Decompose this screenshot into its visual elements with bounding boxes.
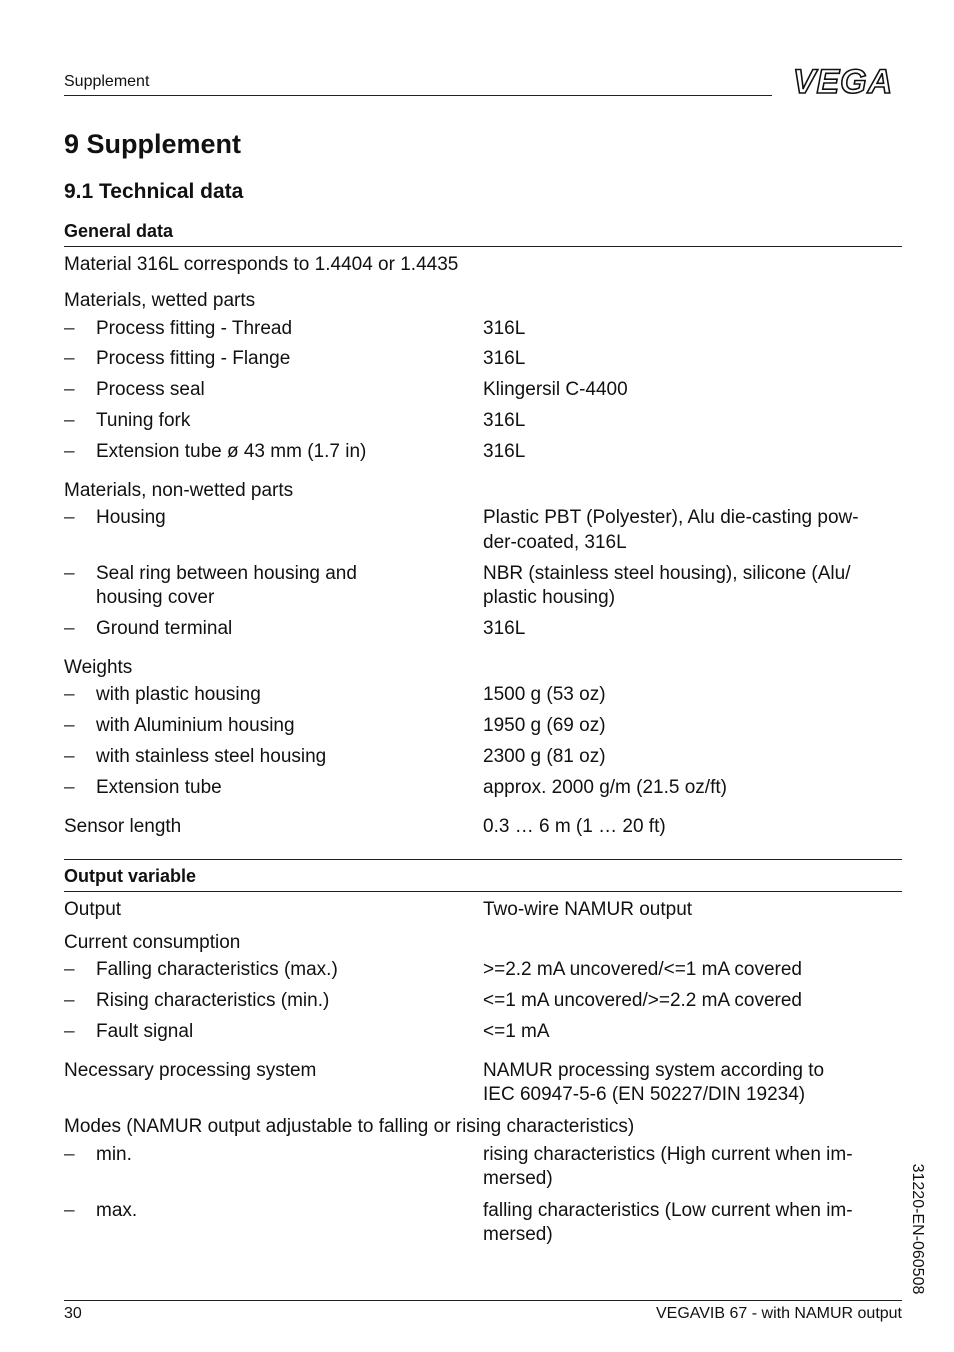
- output-variable-heading: Output variable: [64, 866, 197, 886]
- spec-value: <=1 mA uncovered/>=2.2 mA covered: [483, 990, 802, 1011]
- spec-value: <=1 mA: [483, 1021, 550, 1042]
- spec-value: 316L: [483, 410, 526, 431]
- product-name: VEGAVIB 67 - with NAMUR output: [655, 1305, 902, 1322]
- processing-system-value: NAMUR processing system according to: [483, 1060, 825, 1081]
- bullet-dash: –: [64, 1144, 75, 1165]
- spec-value: mersed): [483, 1168, 553, 1189]
- section-rule: [64, 859, 902, 860]
- bullet-dash: –: [64, 746, 75, 767]
- spec-label: Process fitting - Thread: [96, 318, 293, 339]
- section-rule: [64, 246, 902, 247]
- spec-value: 316L: [483, 348, 526, 369]
- spec-value: falling characteristics (Low current when im-: [483, 1200, 853, 1221]
- spec-value: NBR (stainless steel housing), silicone (Alu/: [483, 563, 851, 584]
- header-rule: [64, 95, 772, 96]
- spec-label: Falling characteristics (max.): [96, 959, 338, 980]
- bullet-dash: –: [64, 441, 75, 462]
- spec-value: rising characteristics (High current when im-: [483, 1144, 853, 1165]
- bullet-dash: –: [64, 507, 75, 528]
- spec-label: Rising characteristics (min.): [96, 990, 330, 1011]
- spec-label: Extension tube: [96, 777, 222, 798]
- material-note: Material 316L corresponds to 1.4404 or 1.4435: [64, 254, 459, 275]
- document-number: 31220-EN-060508: [909, 1163, 926, 1295]
- spec-label: Fault signal: [96, 1021, 194, 1042]
- spec-label: Ground terminal: [96, 618, 233, 639]
- bullet-dash: –: [64, 618, 75, 639]
- spec-label: max.: [96, 1200, 138, 1221]
- bullet-dash: –: [64, 318, 75, 339]
- spec-label: housing cover: [96, 587, 215, 608]
- spec-label: min.: [96, 1144, 132, 1165]
- sensor-length-label: Sensor length: [64, 816, 182, 837]
- spec-value: 1500 g (53 oz): [483, 684, 606, 705]
- bullet-dash: –: [64, 684, 75, 705]
- footer-rule: [64, 1300, 902, 1301]
- modes-label: Modes (NAMUR output adjustable to falling or rising characteristics): [64, 1116, 635, 1137]
- spec-label: Process fitting - Flange: [96, 348, 291, 369]
- logo-text: VEGA: [792, 64, 894, 98]
- spec-value: 1950 g (69 oz): [483, 715, 606, 736]
- wetted-parts-label: Materials, wetted parts: [64, 290, 256, 311]
- processing-system-label: Necessary processing system: [64, 1060, 317, 1081]
- bullet-dash: –: [64, 959, 75, 980]
- spec-value: mersed): [483, 1224, 553, 1245]
- bullet-dash: –: [64, 990, 75, 1011]
- spec-label: Extension tube ø 43 mm (1.7 in): [96, 441, 367, 462]
- spec-value: 2300 g (81 oz): [483, 746, 606, 767]
- spec-label: Seal ring between housing and: [96, 563, 357, 584]
- running-header: Supplement: [64, 73, 150, 90]
- spec-label: Housing: [96, 507, 166, 528]
- processing-system-value: IEC 60947-5-6 (EN 50227/DIN 19234): [483, 1084, 806, 1105]
- spec-label: Process seal: [96, 379, 205, 400]
- spec-value: plastic housing): [483, 587, 616, 608]
- spec-label: with stainless steel housing: [96, 746, 327, 767]
- spec-value: approx. 2000 g/m (21.5 oz/ft): [483, 777, 727, 798]
- bullet-dash: –: [64, 379, 75, 400]
- section-rule: [64, 891, 902, 892]
- bullet-dash: –: [64, 563, 75, 584]
- spec-value: >=2.2 mA uncovered/<=1 mA covered: [483, 959, 802, 980]
- vega-logo: [784, 64, 902, 98]
- bullet-dash: –: [64, 410, 75, 431]
- output-label: Output: [64, 899, 122, 920]
- spec-label: Tuning fork: [96, 410, 191, 431]
- spec-value: Klingersil C-4400: [483, 379, 628, 400]
- spec-label: with plastic housing: [96, 684, 261, 705]
- page-number: 30: [64, 1305, 82, 1322]
- bullet-dash: –: [64, 777, 75, 798]
- bullet-dash: –: [64, 1200, 75, 1221]
- output-value: Two-wire NAMUR output: [483, 899, 693, 920]
- spec-value: 316L: [483, 318, 526, 339]
- section-title: 9.1 Technical data: [64, 180, 244, 203]
- sensor-length-value: 0.3 … 6 m (1 … 20 ft): [483, 816, 666, 837]
- chapter-title: 9 Supplement: [64, 129, 242, 159]
- spec-value: Plastic PBT (Polyester), Alu die-casting pow-: [483, 507, 859, 528]
- bullet-dash: –: [64, 1021, 75, 1042]
- current-consumption-label: Current consumption: [64, 932, 241, 953]
- general-data-heading: General data: [64, 221, 174, 241]
- bullet-dash: –: [64, 715, 75, 736]
- weights-label: Weights: [64, 657, 133, 678]
- spec-value: der-coated, 316L: [483, 532, 627, 553]
- spec-value: 316L: [483, 441, 526, 462]
- spec-label: with Aluminium housing: [96, 715, 295, 736]
- bullet-dash: –: [64, 348, 75, 369]
- nonwetted-parts-label: Materials, non-wetted parts: [64, 480, 294, 501]
- spec-value: 316L: [483, 618, 526, 639]
